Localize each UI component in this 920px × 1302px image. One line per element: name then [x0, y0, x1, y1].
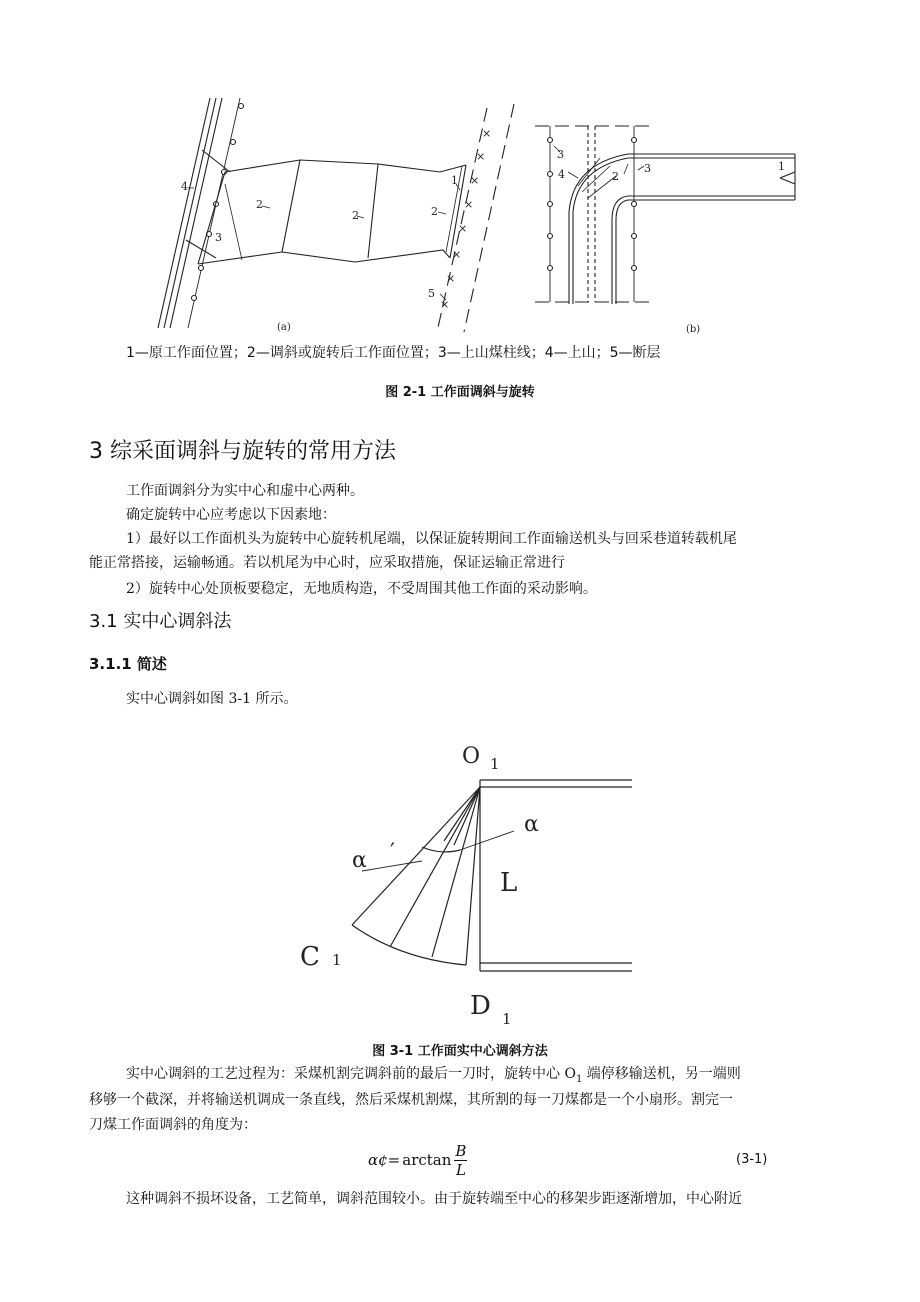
svg-text:×: ×: [464, 198, 474, 211]
fig-label-2b: 2: [612, 170, 619, 183]
process-o-subscript: 1: [575, 1073, 583, 1085]
formula-denominator: L: [455, 1160, 466, 1179]
svg-text:×: ×: [476, 150, 486, 163]
fig-sub-b: (b): [686, 324, 701, 335]
section-3-1-intro: 实中心调斜如图 3-1 所示。: [126, 691, 298, 707]
figure-2-1-caption: 图 2-1 工作面调斜与旋转: [385, 385, 535, 400]
process-line-3: 刀煤工作面调斜的角度为：: [89, 1117, 257, 1133]
svg-text:×: ×: [458, 222, 468, 235]
label-c: C: [300, 942, 320, 972]
figure-3-1-drawing: [290, 735, 650, 1035]
label-o-sub: 1: [490, 755, 500, 773]
label-alpha-prime: α: [352, 848, 367, 873]
paragraph-factors: 确定旋转中心应考虑以下因素地：: [126, 507, 336, 523]
svg-text:×: ×: [440, 298, 450, 311]
fig-label-4b: 4: [558, 168, 565, 181]
fig-label-5a: 5: [428, 287, 435, 300]
figure-3-1: [290, 735, 650, 1035]
fault-marks: [440, 127, 491, 311]
formula-3-1: [368, 1138, 467, 1182]
formula-func: arctan: [402, 1151, 452, 1169]
process-line-2: 移够一个截深，并将输送机调成一条直线，然后采煤机割煤，其所割的每一刀煤都是一个小扇形。割完一: [89, 1092, 733, 1108]
label-c-sub: 1: [332, 951, 342, 969]
paragraph-item-1-line-1: 1）最好以工作面机头为旋转中心旋转机尾端，以保证旋转期间工作面输送机头与回采巷道转载机尾: [126, 531, 737, 547]
figure-2-1-drawing: [150, 92, 810, 342]
figure-2-1: [150, 92, 810, 342]
fig-label-2a-3: 2: [431, 205, 438, 218]
svg-text:×: ×: [482, 127, 492, 140]
label-d: D: [470, 991, 491, 1021]
figure-3-1-caption: 图 3-1 工作面实中心调斜方法: [372, 1044, 548, 1059]
fig-label-1a: 1: [451, 174, 458, 187]
svg-text:×: ×: [446, 272, 456, 285]
section-3-heading: 3 综采面调斜与旋转的常用方法: [89, 439, 396, 464]
label-d-sub: 1: [502, 1010, 512, 1028]
label-alpha: α: [524, 812, 539, 837]
label-l: L: [500, 868, 518, 898]
figure-2-1-legend: 1—原工作面位置；2—调斜或旋转后工作面位置；3—上山煤柱线；4—上山；5—断层: [126, 345, 661, 361]
svg-text:×: ×: [470, 174, 480, 187]
paragraph-intro: 工作面调斜分为实中心和虚中心两种。: [126, 483, 364, 499]
formula-numerator: B: [455, 1141, 467, 1160]
paragraph-item-1-line-2: 能正常搭接，运输畅通。若以机尾为中心时，应采取措施，保证运输正常进行: [89, 555, 565, 571]
label-prime-mark: ′: [390, 840, 395, 865]
paragraph-item-2: 2）旋转中心处顶板要稳定，无地质构造，不受周围其他工作面的采动影响。: [126, 581, 597, 597]
fig-label-4a: 4: [181, 180, 188, 193]
fig-label-3a: 3: [215, 231, 222, 244]
process-line-1-b: 端停移输送机，另一端则: [582, 1066, 741, 1082]
fig-label-1b: 1: [778, 160, 785, 173]
fig-sub-a: (a): [277, 322, 291, 333]
formula-number: (3-1): [736, 1152, 768, 1167]
section-3-1-heading: 3.1 实中心调斜法: [89, 611, 232, 632]
fig-label-2a-2: 2: [352, 209, 359, 222]
section-3-1-1-heading: 3.1.1 简述: [89, 655, 167, 673]
fig-label-3b-left: 3: [557, 148, 564, 161]
closing-paragraph: 这种调斜不损坏设备，工艺简单，调斜范围较小。由于旋转端至中心的移架步距逐渐增加，中心附近: [126, 1191, 742, 1207]
formula-lhs: α¢=: [368, 1151, 401, 1169]
svg-text:×: ×: [452, 248, 462, 261]
fig-label-2a-1: 2: [256, 198, 263, 211]
formula-fraction: [454, 1142, 467, 1179]
label-o: O: [462, 744, 481, 769]
process-line-1-a: 实中心调斜的工艺过程为：采煤机割完调斜前的最后一刀时，旋转中心 O: [126, 1066, 576, 1082]
fig-label-3b-right: 3: [644, 162, 651, 175]
roadway-line: [158, 98, 210, 328]
